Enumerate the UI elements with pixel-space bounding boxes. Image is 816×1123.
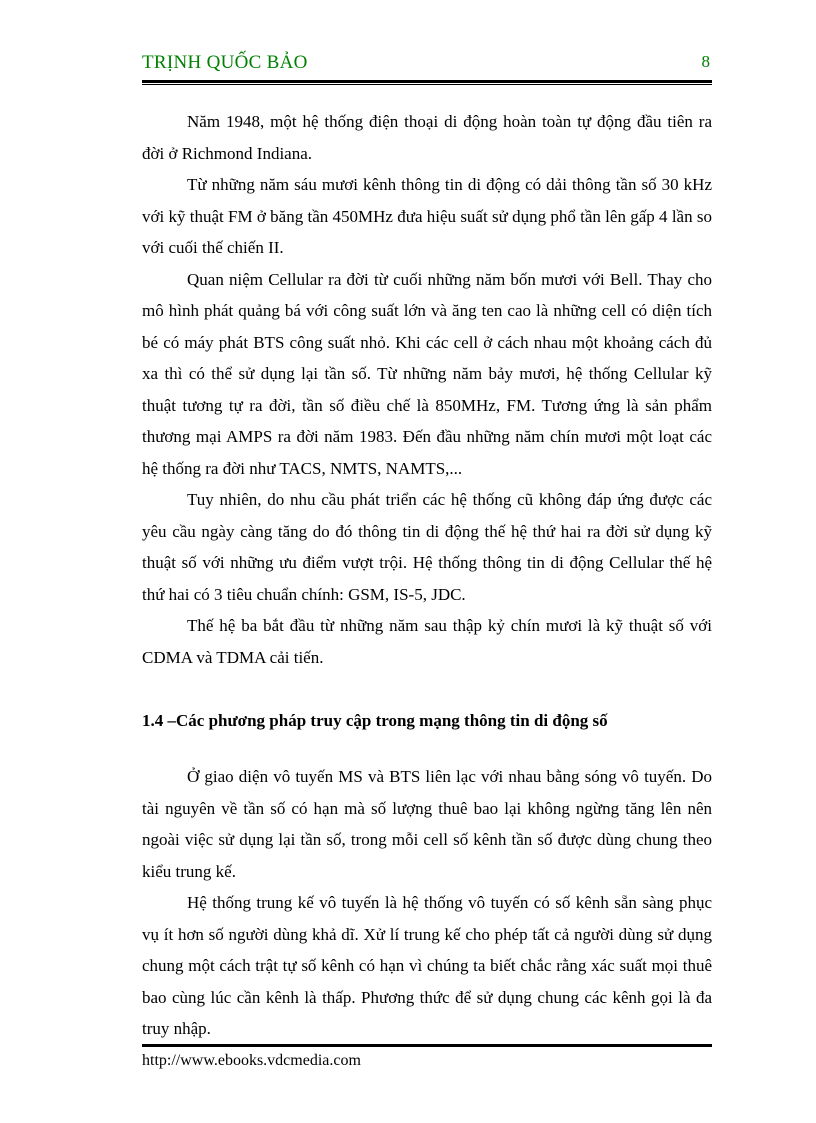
paragraph: Ở giao diện vô tuyến MS và BTS liên lạc với nhau bằng sóng vô tuyến. Do tài nguyên về tần số có hạn mà số lượng thuê bao lại không ngừng tăng lên nên ngoài việc sử dụng lại tần số, trong mỗi cell số kênh tần số được dùng chung theo kiểu trung kế. — [142, 767, 712, 881]
body-section-history — [142, 106, 712, 673]
paragraph: Hệ thống trung kế vô tuyến là hệ thống vô tuyến có số kênh sẵn sàng phục vụ ít hơn số người dùng khả dĩ. Xử lí trung kế cho phép tất cả người dùng sử dụng chung một cách trật tự số kênh có hạn vì chúng ta biết chắc rằng xác suất mọi thuê bao cùng lúc cần kênh là thấp. Phương thức để sử dụng chung các kênh gọi là đa truy nhập. — [142, 893, 712, 1038]
paragraph: Từ những năm sáu mươi kênh thông tin di động có dải thông tần số 30 kHz với kỹ thuật FM ở băng tần 450MHz đưa hiệu suất sử dụng phổ tần lên gấp 4 lần so với cuối thế chiến II. — [142, 175, 712, 257]
paragraph: Quan niệm Cellular ra đời từ cuối những năm bốn mươi với Bell. Thay cho mô hình phát quảng bá với công suất lớn và ăng ten cao là những cell có diện tích bé có máy phát BTS công suất nhỏ. Khi các cell ở cách nhau một khoảng cách đủ xa thì có thể sử dụng lại tần số. Từ những năm bảy mươi, hệ thống Cellular kỹ thuật tương tự ra đời, tần số điều chế là 850MHz, FM. Tương ứng là sản phẩm thương mại AMPS ra đời năm 1983. Đến đầu những năm chín mươi một loạt các hệ thống ra đời như TACS, NMTS, NAMTS,... — [142, 269, 712, 478]
page-header — [142, 50, 712, 78]
paragraph: Năm 1948, một hệ thống điện thoại di động hoàn toàn tự động đầu tiên ra đời ở Richmond Indiana. — [142, 112, 712, 163]
header-author: TRỊNH QUỐC BẢO — [142, 52, 308, 73]
page-number: 8 — [701, 52, 710, 71]
footer-rule — [142, 1044, 712, 1047]
footer-url[interactable]: http://www.ebooks.vdcmedia.com — [142, 1052, 361, 1069]
section-heading: 1.4 –Các phương pháp truy cập trong mạng thông tin di động số — [142, 711, 608, 730]
body-section-access — [142, 761, 712, 1045]
header-rule — [142, 80, 712, 85]
paragraph: Thế hệ ba bắt đầu từ những năm sau thập kỷ chín mươi là kỹ thuật số với CDMA và TDMA cải tiến. — [142, 616, 712, 667]
paragraph: Tuy nhiên, do nhu cầu phát triển các hệ thống cũ không đáp ứng được các yêu cầu ngày càng tăng do đó thông tin di động thế hệ thứ hai ra đời sử dụng kỹ thuật số với những ưu điểm vượt trội. Hệ thống thông tin di động Cellular thế hệ thứ hai có 3 tiêu chuẩn chính: GSM, IS-5, JDC. — [142, 490, 712, 604]
